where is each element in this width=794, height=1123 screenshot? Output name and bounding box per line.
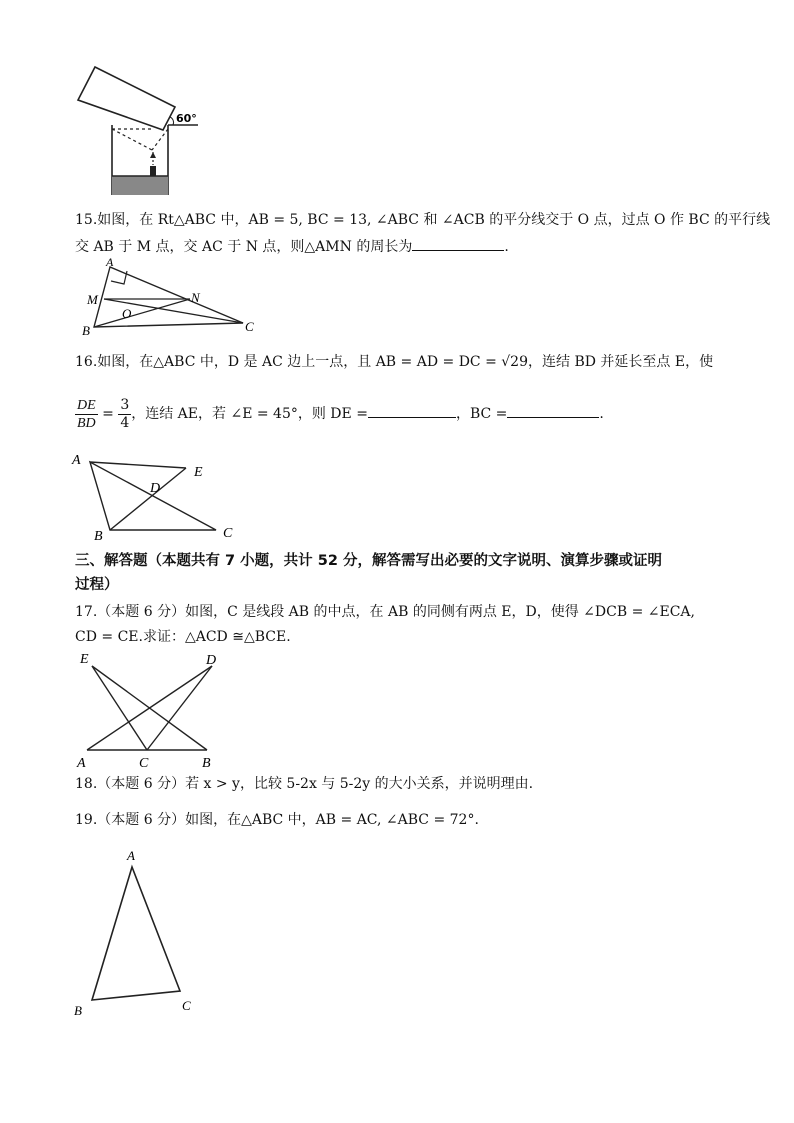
fig16-label-e: E	[194, 465, 203, 480]
fig17-label-b: B	[202, 756, 211, 770]
fig16-label-a: A	[72, 453, 81, 468]
q16-de-answer-blank[interactable]	[368, 403, 456, 418]
q16-frac-num: DE	[77, 397, 96, 413]
fig14-dashed-left	[112, 129, 152, 150]
figure-q19	[70, 845, 210, 1020]
q16-line1: 16.如图，在△ABC 中，D 是 AC 边上一点，且 AB = AD = DC = √29，连结 BD 并延长至点 E，使	[75, 354, 714, 370]
fig15-label-m: M	[87, 292, 98, 307]
section3-heading-line1: 三、解答题（本题共有 7 小题，共计 52 分，解答需写出必要的文字说明、演算步骤或证明	[75, 553, 662, 569]
q16-equals: =	[102, 406, 114, 422]
fig14-angle-arc	[170, 117, 174, 125]
q16-separator: ，	[455, 406, 470, 422]
fig17-line-ec	[92, 666, 147, 750]
fig16-line-be	[110, 468, 186, 530]
fig16-label-d: D	[150, 481, 161, 496]
q17-line2: CD = CE.求证：△ACD ≅△BCE.	[75, 629, 291, 645]
q16-frac2-den: 4	[120, 414, 130, 431]
fig15-label-b: B	[82, 323, 90, 338]
figure-q17	[72, 648, 232, 770]
fig19-label-a: A	[127, 848, 135, 863]
q15-line2-end: .	[504, 239, 509, 255]
fig19-triangle-abc	[92, 867, 180, 1000]
fig19-label-c: C	[182, 998, 191, 1013]
fig15-b-bisector	[94, 299, 190, 327]
q15-line1: 15.如图，在 Rt△ABC 中，AB = 5, BC = 13, ∠ABC 和 ∠ACB 的平分线交于 O 点，过点 O 作 BC 的平行线	[75, 212, 771, 228]
fig15-label-c: C	[245, 319, 254, 334]
q16-line2-mid: ，连结 AE，若 ∠E = 45°，则 DE =	[131, 406, 368, 422]
q16-line2	[75, 394, 604, 434]
q18-text: 18.（本题 6 分）若 x > y，比较 5-2x 与 5-2y 的大小关系，并说明理由.	[75, 776, 534, 792]
q16-frac2-num: 3	[120, 396, 130, 413]
section3-heading-line2: 过程）	[75, 577, 119, 593]
fig17-label-e: E	[80, 652, 89, 667]
q16-bc-answer-blank[interactable]	[507, 403, 599, 418]
figure-q15	[80, 255, 270, 340]
q16-frac-den: BD	[77, 415, 96, 431]
fig16-line-ae	[90, 462, 186, 468]
fig14-liquid-fill	[112, 176, 168, 195]
fig16-label-c: C	[223, 526, 233, 541]
fig17-label-a: A	[77, 756, 86, 770]
q15-answer-blank[interactable]	[412, 236, 504, 251]
fig15-label-n: N	[191, 290, 200, 305]
fig14-dashed-right	[152, 129, 168, 150]
fig19-label-b: B	[74, 1003, 82, 1018]
fig16-label-b: B	[94, 529, 103, 544]
fig14-rectangle-board	[78, 67, 175, 130]
q19-text: 19.（本题 6 分）如图，在△ABC 中，AB = AC, ∠ABC = 72°.	[75, 812, 479, 828]
q16-fraction-de-bd	[75, 397, 98, 432]
q17-line1: 17.（本题 6 分）如图，C 是线段 AB 的中点，在 AB 的同侧有两点 E，D，使得 ∠DCB = ∠ECA,	[75, 604, 695, 620]
q16-bc-label: BC =	[469, 406, 508, 422]
fig14-angle-label: 60°	[176, 112, 197, 125]
fig17-label-c: C	[139, 756, 149, 770]
fig15-label-o: O	[122, 306, 132, 321]
q16-line2-end: .	[599, 406, 604, 422]
q15-line2	[75, 236, 509, 257]
figure-q16	[70, 448, 250, 544]
figure-q14	[70, 62, 210, 200]
fig17-line-cd	[147, 666, 212, 750]
fig15-label-a: A	[106, 255, 114, 269]
fig15-triangle	[94, 267, 243, 327]
fig17-label-d: D	[206, 653, 217, 668]
fig14-candle	[150, 166, 156, 176]
fig17-line-eb	[92, 666, 207, 750]
fig14-arrow-icon	[150, 152, 156, 158]
q15-line2-text: 交 AB 于 M 点，交 AC 于 N 点，则△AMN 的周长为	[75, 239, 413, 255]
q16-fraction-3-4	[118, 397, 131, 432]
